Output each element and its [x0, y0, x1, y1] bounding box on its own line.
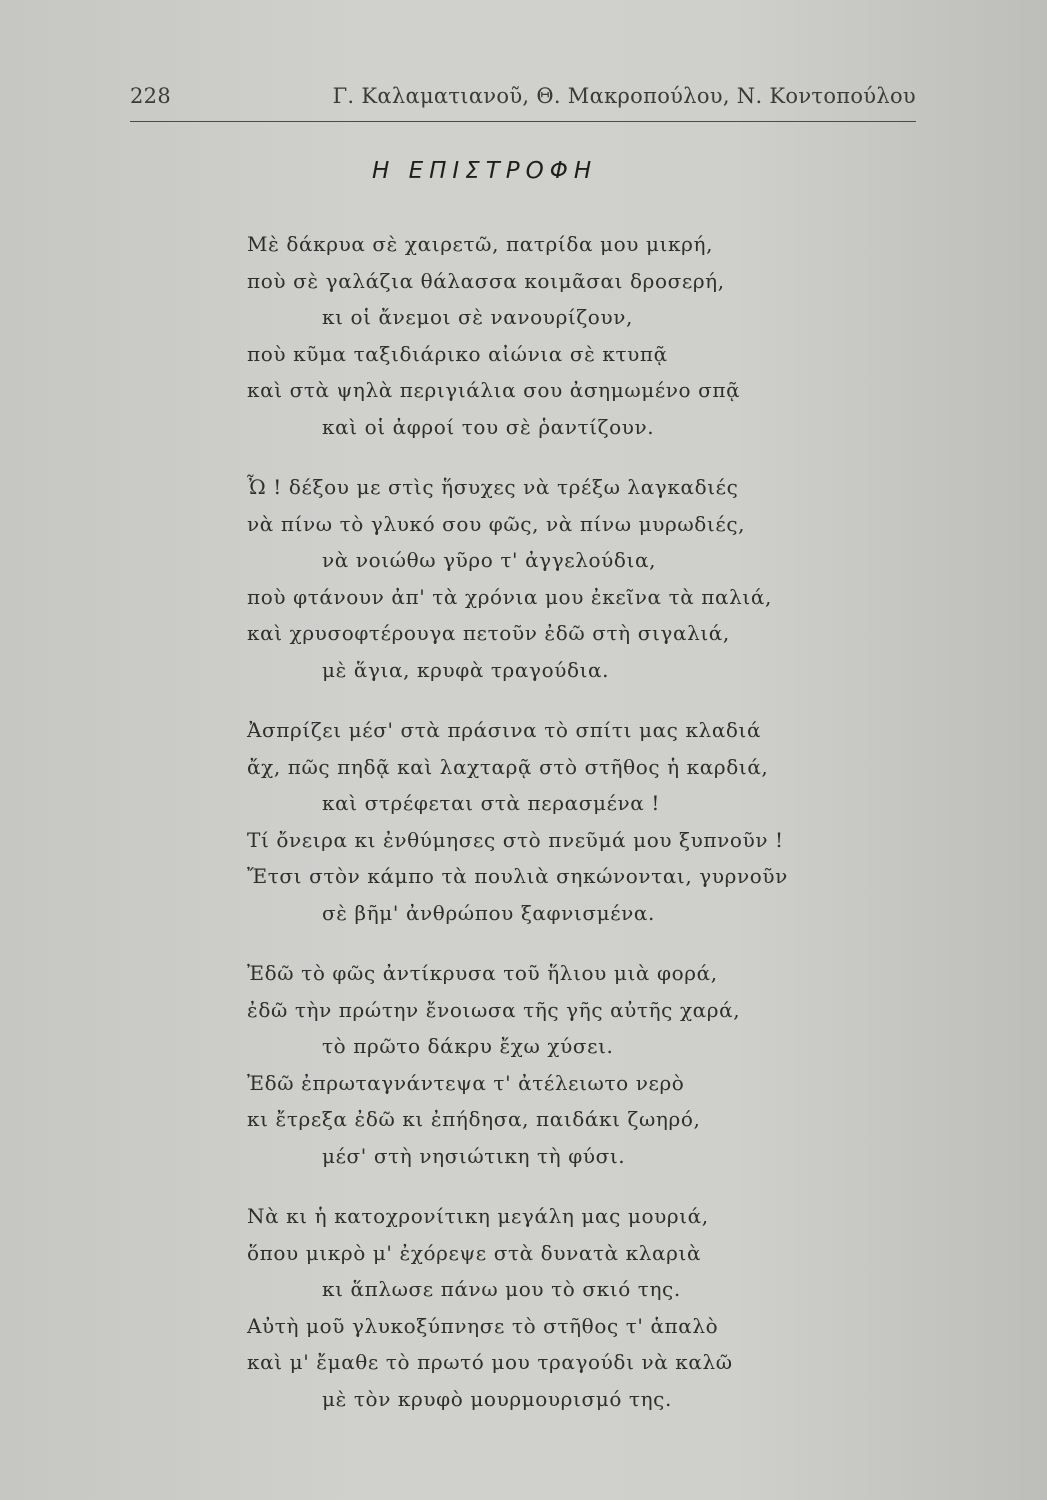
poem-line: ποὺ φτάνουν ἀπ' τὰ χρόνια μου ἐκεῖνα τὰ παλιά,: [247, 584, 772, 609]
page-header: [130, 84, 916, 116]
poem-line: νὰ πίνω τὸ γλυκό σου φῶς, νὰ πίνω μυρωδιές,: [247, 511, 746, 536]
poem-line: καὶ στρέφεται στὰ περασμένα !: [322, 791, 660, 815]
poem-line: κι ἔτρεξα ἐδῶ κι ἐπήδησα, παιδάκι ζωηρό,: [247, 1107, 701, 1131]
poem-line: νὰ νοιώθω γῦρο τ' ἀγγελούδια,: [322, 548, 657, 572]
poem-line: καὶ χρυσοφτέρουγα πετοῦν ἐδῶ στὴ σιγαλιά,: [247, 621, 730, 645]
poem-line: σὲ βῆμ' ἀνθρώπου ξαφνισμένα.: [322, 900, 655, 925]
poem-line: μὲ ἅγια, κρυφὰ τραγούδια.: [322, 657, 610, 682]
poem-line: κι οἱ ἄνεμοι σὲ νανουρίζουν,: [322, 305, 633, 329]
stanza: [0, 955, 1047, 1174]
poem-line: Αὐτὴ μοῦ γλυκοξύπνησε τὸ στῆθος τ' ἁπαλὸ: [247, 1313, 719, 1338]
poem-line: ποὺ κῦμα ταξιδιάρικο αἰώνια σὲ κτυπᾷ: [247, 341, 668, 366]
stanza: [0, 1198, 1047, 1417]
stanza: [0, 469, 1047, 688]
poem-line: ποὺ σὲ γαλάζια θάλασσα κοιμᾶσαι δροσερή,: [247, 268, 725, 293]
page-number: 228: [130, 84, 171, 108]
poem-line: καὶ στὰ ψηλὰ περιγιάλια σου ἀσημωμένο σπᾷ: [247, 378, 741, 402]
poem-body: [0, 226, 1047, 1441]
stanza: [0, 226, 1047, 445]
poem-line: Μὲ δάκρυα σὲ χαιρετῶ, πατρίδα μου μικρή,: [247, 232, 714, 256]
poem-line: μέσ' στὴ νησιώτικη τὴ φύσι.: [322, 1143, 626, 1168]
poem-line: Ὦ ! δέξου με στὶς ἥσυχες νὰ τρέξω λαγκαδιές: [247, 475, 739, 499]
poem-line: ὅπου μικρὸ μ' ἐχόρεψε στὰ δυνατὰ κλαριὰ: [247, 1240, 702, 1265]
poem-line: Ἔτσι στὸν κάμπο τὰ πουλιὰ σηκώνονται, γυρνοῦν: [247, 864, 788, 888]
poem-line: τὸ πρῶτο δάκρυ ἔχω χύσει.: [322, 1034, 614, 1058]
running-head: Γ. Καλαματιανοῦ, Θ. Μακροπούλου, Ν. Κοντοπούλου: [332, 84, 916, 108]
poem-line: Νὰ κι ἡ κατοχρονίτικη μεγάλη μας μουριά,: [247, 1204, 709, 1228]
poem-line: Ἀσπρίζει μέσ' στὰ πράσινα τὸ σπίτι μας κλαδιά: [247, 718, 762, 742]
poem-title: Η ΕΠΙΣΤΡΟΦΗ: [372, 158, 598, 184]
poem-line: καὶ μ' ἔμαθε τὸ πρωτό μου τραγούδι νὰ καλῶ: [247, 1350, 733, 1374]
header-rule: [130, 121, 916, 122]
poem-line: Ἐδῶ ἐπρωταγνάντεψα τ' ἀτέλειωτο νερὸ: [247, 1070, 685, 1095]
poem-line: Τί ὄνειρα κι ἐνθύμησες στὸ πνεῦμά μου ξυπνοῦν !: [247, 827, 784, 852]
poem-line: ἄχ, πῶς πηδᾷ καὶ λαχταρᾷ στὸ στῆθος ἡ καρδιά,: [247, 754, 769, 779]
poem-line: κι ἅπλωσε πάνω μου τὸ σκιό της.: [322, 1277, 681, 1301]
poem-line: Ἐδῶ τὸ φῶς ἀντίκρυσα τοῦ ἥλιου μιὰ φορά,: [247, 961, 718, 985]
stanza: [0, 712, 1047, 931]
poem-line: καὶ οἱ ἀφροί του σὲ ῥαντίζουν.: [322, 414, 655, 439]
poem-line: ἐδῶ τὴν πρώτην ἔνοιωσα τῆς γῆς αὐτῆς χαρά,: [247, 997, 741, 1022]
poem-line: μὲ τὸν κρυφὸ μουρμουρισμό της.: [322, 1386, 672, 1411]
